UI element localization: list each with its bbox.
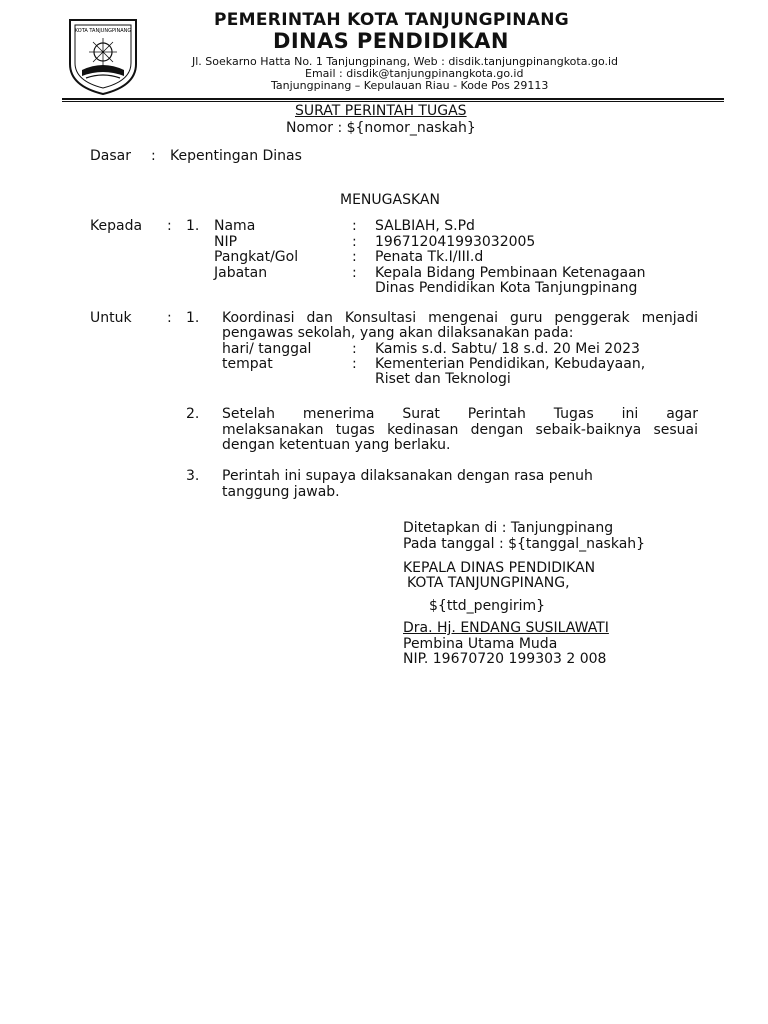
field-label-nama: Nama (214, 218, 256, 234)
detail-label-place: tempat (222, 356, 273, 372)
detail-colon: : (352, 341, 357, 357)
field-value-jabatan: Kepala Bidang Pembinaan Ketenagaan (375, 265, 646, 281)
kepada-colon: : (167, 218, 172, 234)
untuk-item-3-line-1: Perintah ini supaya dilaksanakan dengan rasa penuh (222, 468, 593, 484)
untuk-item-2-line-1: Setelah menerima Surat Perintah Tugas ini agar (222, 406, 698, 422)
emblem-lettering: KOTA TANJUNGPINANG (74, 28, 132, 34)
kepada-label: Kepada (90, 218, 143, 234)
address-line-2: Email : disdik@tanjungpinangkota.go.id (305, 67, 524, 80)
detail-label-date: hari/ tanggal (222, 341, 312, 357)
field-colon: : (352, 218, 357, 234)
field-label-jabatan: Jabatan (214, 265, 268, 281)
field-label-nip: NIP (214, 234, 238, 250)
detail-value-date: Kamis s.d. Sabtu/ 18 s.d. 20 Mei 2023 (375, 341, 640, 357)
sign-ttd-placeholder: ${ttd_pengirim} (429, 598, 546, 614)
field-value-nama: SALBIAH, S.Pd (375, 218, 475, 234)
signer-nip: NIP. 19670720 199303 2 008 (403, 651, 607, 667)
sign-position-line-2: KOTA TANJUNGPINANG, (407, 575, 570, 591)
field-value-nip: 196712041993032005 (375, 234, 536, 250)
office-name: DINAS PENDIDIKAN (273, 29, 509, 53)
field-value-jabatan-line2: Dinas Pendidikan Kota Tanjungpinang (375, 280, 638, 296)
signer-name: Dra. Hj. ENDANG SUSILAWATI (403, 620, 609, 636)
dasar-label: Dasar (90, 148, 131, 164)
sign-date: Pada tanggal : ${tanggal_naskah} (403, 536, 646, 552)
city-emblem-logo (62, 14, 144, 98)
field-colon: : (352, 234, 357, 250)
untuk-item-number: 2. (186, 406, 200, 422)
detail-value-place-line2: Riset dan Teknologi (375, 371, 511, 387)
document-number: Nomor : ${nomor_naskah} (286, 120, 476, 136)
untuk-item-2-line-2: melaksanakan tugas kedinasan dengan sebaik-baiknya sesuai (222, 422, 698, 438)
sign-position-line-1: KEPALA DINAS PENDIDIKAN (403, 560, 596, 576)
detail-colon: : (352, 356, 357, 372)
untuk-item-number: 3. (186, 468, 200, 484)
field-colon: : (352, 265, 357, 281)
untuk-item-number: 1. (186, 310, 200, 326)
untuk-label: Untuk (90, 310, 132, 326)
field-value-pangkat: Penata Tk.I/III.d (375, 249, 484, 265)
dasar-colon: : (151, 148, 156, 164)
document-title: SURAT PERINTAH TUGAS (295, 103, 467, 119)
header-rule-thick (62, 98, 724, 100)
address-line-1: Jl. Soekarno Hatta No. 1 Tanjungpinang, Web : disdik.tanjungpinangkota.go.id (192, 55, 619, 68)
kepada-number: 1. (186, 218, 200, 234)
untuk-item-1-line-2: pengawas sekolah, yang akan dilaksanakan pada: (222, 325, 574, 341)
field-label-pangkat: Pangkat/Gol (214, 249, 299, 265)
signer-rank: Pembina Utama Muda (403, 636, 558, 652)
detail-value-place: Kementerian Pendidikan, Kebudayaan, (375, 356, 646, 372)
untuk-colon: : (167, 310, 172, 326)
untuk-item-1-line-1: Koordinasi dan Konsultasi mengenai guru penggerak menjadi (222, 310, 698, 326)
dasar-value: Kepentingan Dinas (170, 148, 302, 164)
field-colon: : (352, 249, 357, 265)
untuk-item-2-line-3: dengan ketentuan yang berlaku. (222, 437, 451, 453)
untuk-item-3-line-2: tanggung jawab. (222, 484, 340, 500)
header-rule-thin (62, 101, 724, 102)
address-line-3: Tanjungpinang – Kepulauan Riau - Kode Pos 29113 (271, 79, 549, 92)
menugaskan-heading: MENUGASKAN (340, 192, 440, 208)
sign-place: Ditetapkan di : Tanjungpinang (403, 520, 614, 536)
gov-name: PEMERINTAH KOTA TANJUNGPINANG (214, 10, 570, 30)
